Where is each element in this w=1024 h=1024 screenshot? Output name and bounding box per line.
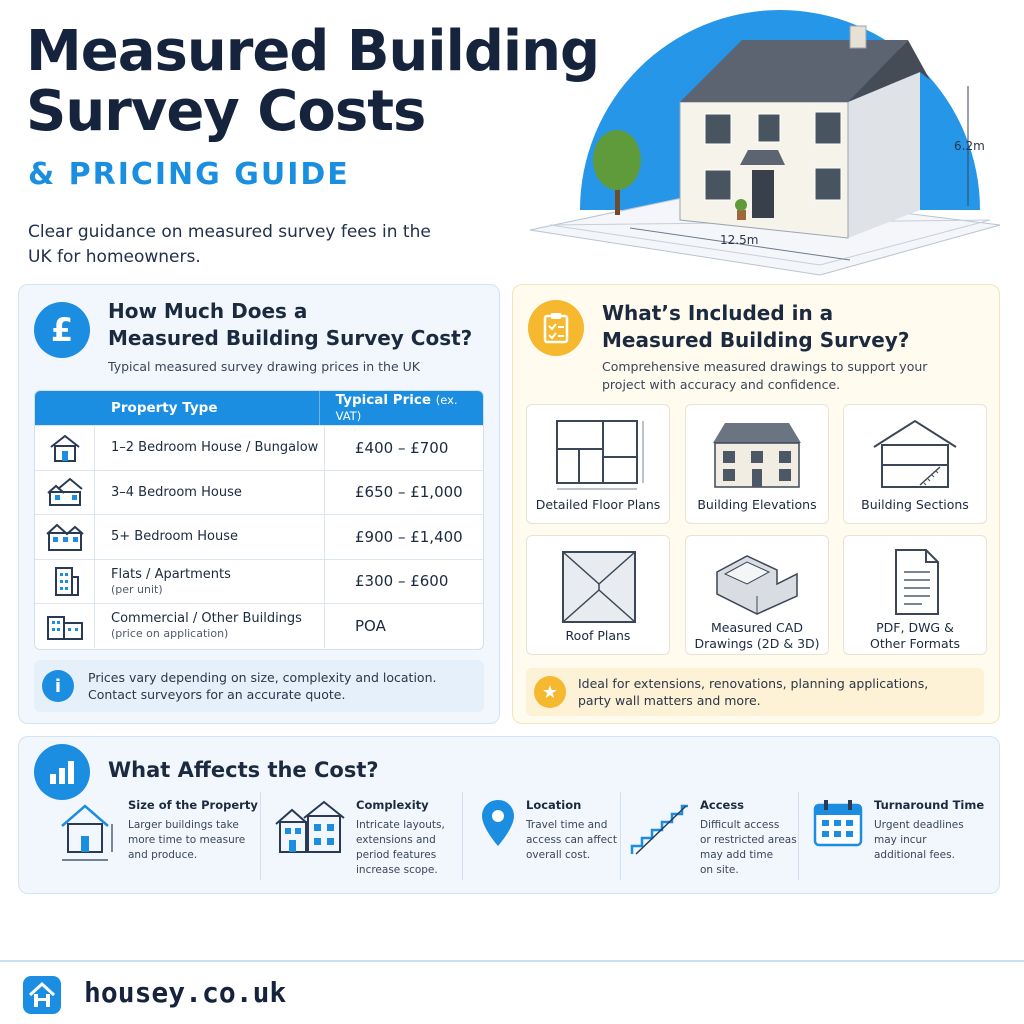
page-title: [26, 19, 600, 144]
table-row: [35, 559, 483, 604]
elevation-icon: [697, 413, 817, 493]
star-icon: ★: [534, 676, 566, 708]
factor-title: Turnaround Time: [874, 798, 985, 812]
intro-text: Clear guidance on measured survey fees in the UK for homeowners.: [28, 222, 431, 267]
factor-title: Access: [700, 798, 745, 812]
row-price: £650 – £1,000: [355, 483, 463, 502]
document-icon: [860, 544, 970, 616]
cost-title-line-2: Measured Building Survey Cost?: [108, 326, 473, 350]
factor-size: [56, 798, 258, 868]
factor-access: [630, 798, 797, 878]
housey-logo-icon: [22, 975, 62, 1019]
card-label: Roof Plans: [565, 628, 631, 643]
row-note: (per unit): [111, 582, 163, 596]
row-property-type: Flats / Apartments: [111, 566, 231, 582]
divider: [462, 792, 463, 880]
factor-complexity: [274, 798, 445, 878]
included-panel-subtitle: Comprehensive measured drawings to support your project with accuracy and confidence.: [602, 359, 928, 392]
card-label: Measured CAD Drawings (2D & 3D): [694, 620, 820, 651]
page-subtitle: & PRICING GUIDE: [28, 157, 350, 192]
factor-desc: Larger buildings take more time to measure and produce.: [128, 819, 246, 861]
price-info-box: [34, 660, 484, 712]
clipboard-check-icon: [528, 300, 584, 356]
header-typical-price: Typical Price (ex. VAT): [335, 392, 458, 423]
price-table: [34, 390, 484, 650]
width-dimension: 12.5m: [720, 233, 759, 247]
row-property-type: 5+ Bedroom House: [111, 529, 238, 545]
divider: [620, 792, 621, 880]
card-elevations: [685, 404, 829, 524]
row-property-type: 1–2 Bedroom House / Bungalow: [111, 440, 319, 456]
factor-title: Location: [526, 798, 582, 812]
floor-plan-icon: [543, 413, 653, 493]
card-label: PDF, DWG & Other Formats: [869, 620, 961, 651]
commercial-building-icon: [35, 604, 95, 648]
table-row: [35, 514, 483, 559]
stairs-icon: [630, 798, 690, 858]
houses-icon: [274, 798, 346, 860]
table-row: [35, 470, 483, 515]
page-title-line-1: Measured Building: [26, 19, 600, 84]
row-property-type: 3–4 Bedroom House: [111, 484, 242, 500]
row-price: POA: [355, 616, 386, 635]
factor-desc: Urgent deadlines may incur additional fees.: [874, 819, 964, 861]
card-label: Building Sections: [861, 497, 969, 512]
card-sections: [843, 404, 987, 524]
pound-icon: £: [34, 302, 90, 358]
row-price: £300 – £600: [355, 572, 449, 591]
divider: [260, 792, 261, 880]
apartment-icon: [35, 560, 95, 604]
row-price: £400 – £700: [355, 438, 449, 457]
factor-desc: Travel time and access can affect overall cost.: [526, 819, 617, 861]
factor-desc: Difficult access or restricted areas may add time on site.: [700, 819, 797, 876]
factor-title: Complexity: [356, 798, 429, 812]
card-label: Building Elevations: [697, 497, 817, 512]
bar-chart-icon: [34, 744, 90, 800]
price-info-text: Prices vary depending on size, complexity and location. Contact surveyors for an accurate quote.: [88, 670, 437, 702]
card-floor-plans: [526, 404, 670, 524]
use-cases-box: [526, 668, 984, 716]
factor-location: [480, 798, 617, 863]
row-price: £900 – £1,400: [355, 527, 463, 546]
footer-site-link[interactable]: housey.co.uk: [84, 976, 287, 1009]
house-illustration: [520, 10, 1010, 285]
large-house-icon: [35, 515, 95, 559]
table-row: [35, 425, 483, 470]
cad-model-icon: [697, 544, 817, 616]
card-roof-plans: [526, 535, 670, 655]
cost-title-line-1: How Much Does a: [108, 299, 308, 323]
medium-house-icon: [35, 471, 95, 515]
card-cad-drawings: [685, 535, 829, 655]
small-house-icon: [35, 426, 95, 470]
row-property-type: Commercial / Other Buildings: [111, 611, 302, 627]
factor-title: Size of the Property: [128, 798, 258, 812]
page-title-line-2: Survey Costs: [26, 79, 426, 144]
cost-panel-subtitle: Typical measured survey drawing prices in the UK: [108, 359, 420, 374]
calendar-icon: [812, 798, 864, 848]
factor-desc: Intricate layouts, extensions and period features increase scope.: [356, 819, 445, 876]
factors-title: What Affects the Cost?: [108, 758, 379, 782]
included-panel-title: What’s Included in a Measured Building Survey?: [602, 301, 910, 352]
height-dimension: 6.2m: [954, 139, 985, 153]
footer-divider: [0, 960, 1024, 962]
card-label: Detailed Floor Plans: [535, 497, 661, 512]
house-size-icon: [56, 798, 118, 868]
info-icon: i: [42, 670, 74, 702]
location-pin-icon: [480, 798, 516, 850]
use-cases-text: Ideal for extensions, renovations, planning applications, party wall matters and more.: [578, 676, 929, 708]
header-property-type: Property Type: [35, 391, 320, 425]
section-icon: [860, 413, 970, 493]
card-file-formats: [843, 535, 987, 655]
roof-plan-icon: [543, 544, 653, 624]
cost-panel-title: [108, 298, 472, 352]
table-row: [35, 603, 483, 648]
divider: [798, 792, 799, 880]
factor-turnaround: [812, 798, 984, 863]
row-note: (price on application): [111, 627, 229, 641]
price-table-header: [35, 391, 483, 425]
